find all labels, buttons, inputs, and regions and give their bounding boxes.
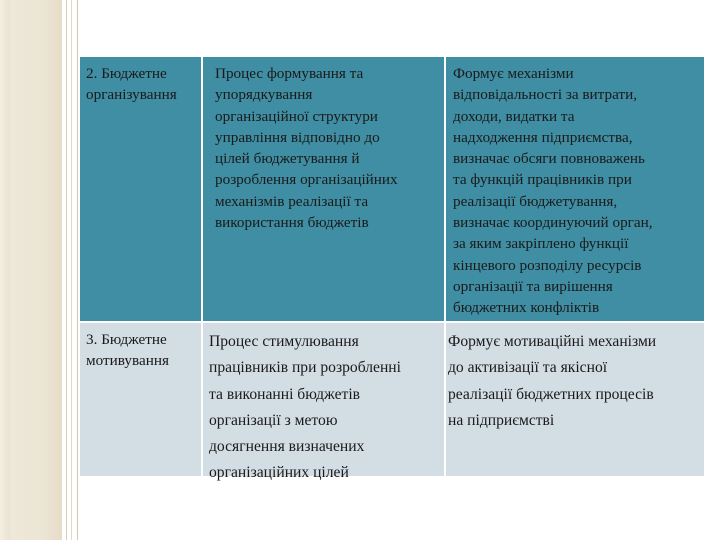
process-text: Процес стимулювання працівників при розробленні та виконанні бюджетів організації з метою досягнення визначених організаційних цілей bbox=[209, 333, 401, 482]
result-cell bbox=[446, 57, 704, 321]
decorative-side-band bbox=[0, 0, 62, 540]
decorative-line bbox=[66, 0, 67, 540]
decorative-line bbox=[71, 0, 72, 540]
stage-text: 3. Бюджетне мотивування bbox=[86, 331, 169, 369]
decorative-line bbox=[77, 0, 78, 540]
result-text: Формує механізми відповідальності за витрати, доходи, видатки та надходження підприємства, визначає обсяги повноважень та функцій працівників при реалізації бюджетування, визначає координуючий орган, за яким закріплено функції кінцевого розподілу ресурсів організації та вирішення бюджетних конфліктів bbox=[453, 65, 653, 317]
stage-cell bbox=[80, 57, 201, 321]
process-text: Процес формування та упорядкування організаційної структури управління відповідно до цілей бюджетування й розроблення організаційних механізмів реалізації та використання бюджетів bbox=[215, 65, 398, 232]
process-cell bbox=[203, 323, 444, 482]
process-cell bbox=[203, 57, 444, 321]
result-cell bbox=[446, 323, 704, 476]
stage-text: 2. Бюджетне організування bbox=[86, 65, 177, 104]
stage-cell bbox=[80, 323, 201, 476]
result-text: Формує мотиваційні механізми до активізації та якісної реалізації бюджетних процесів на підприємстві bbox=[448, 333, 657, 429]
